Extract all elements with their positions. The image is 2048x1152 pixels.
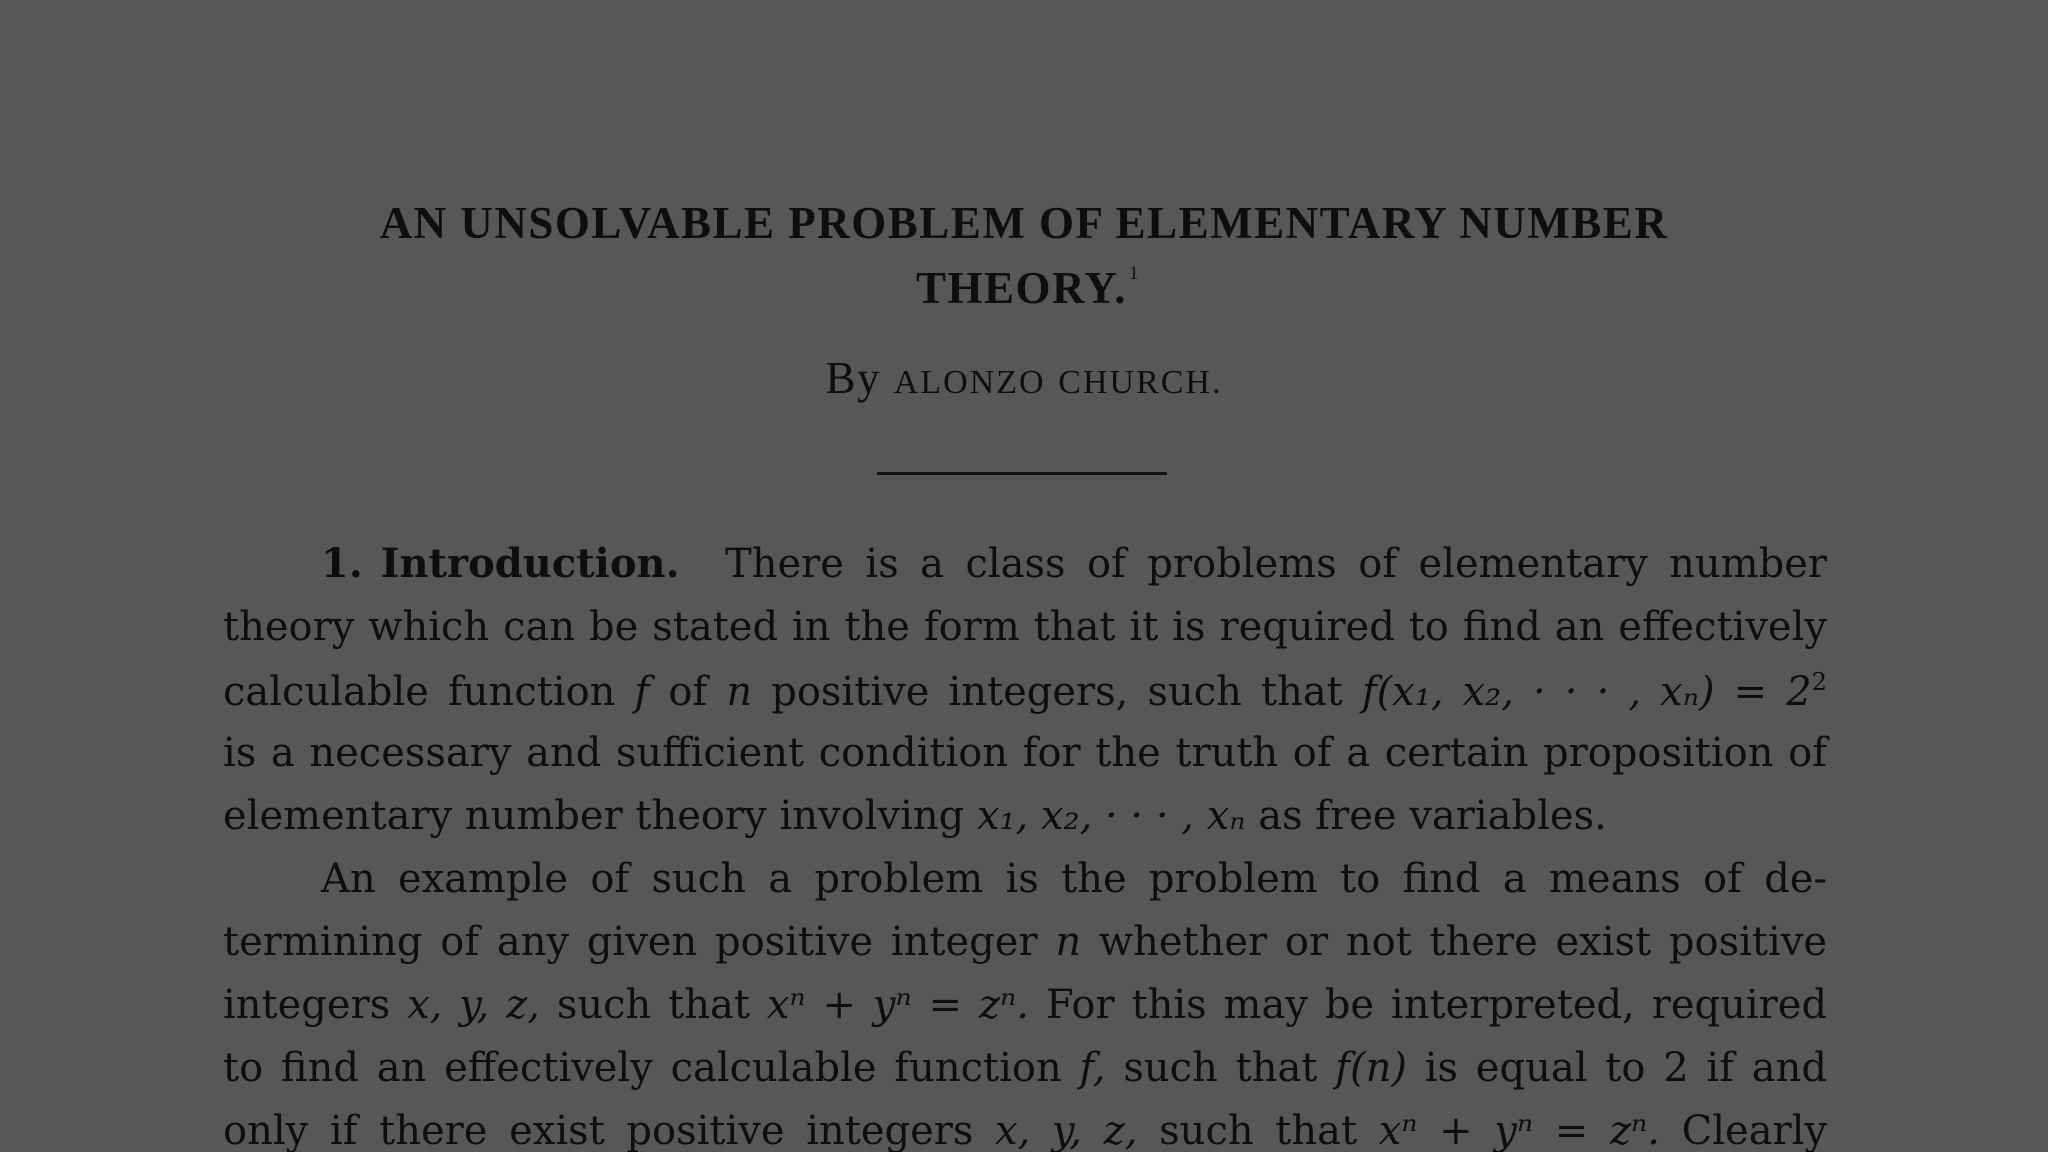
text-run: is a necessary and sufficient condition for the truth of a certain proposition of [223,730,1827,776]
paper-title [0,198,2048,248]
body-line [223,604,1827,650]
body-line [223,1108,1828,1152]
footnote-mark: 2 [1811,668,1827,696]
text-run: elementary number theory involving [223,793,965,839]
body-line [223,668,1827,715]
text-run: integers [223,982,391,1028]
body-line [223,1045,1828,1091]
author-byline [0,353,2048,403]
text-run: There is a class of problems of elementary number [725,541,1827,587]
text-run: calculable function [223,669,616,715]
text-run: termining of any given positive integer [223,919,1038,965]
math-symbol: n [726,669,753,715]
math-vars: x, y, z, [407,982,540,1028]
byline-prefix: By [825,353,882,403]
body-line [223,982,1828,1028]
body-line [223,730,1827,776]
math-symbol: n [1055,919,1082,965]
text-run: Clearly [1681,1108,1828,1152]
math-vars: x, y, z, [995,1108,1138,1152]
author-last-name: CHURCH. [1058,364,1223,401]
title-line-1: AN UNSOLVABLE PROBLEM OF ELEMENTARY NUMBER [379,198,1669,248]
title-divider [877,472,1167,475]
math-formula: xⁿ + yⁿ = zⁿ. [1378,1108,1660,1152]
text-run: to find an effectively calculable function [223,1045,1062,1091]
text-run: as free variables. [1258,793,1607,839]
text-run: such that [556,982,750,1028]
section-heading: Introduction. [380,540,680,587]
body-line [321,540,1827,587]
text-run: theory which can be stated in the form that it is required to find an effectively [223,604,1827,650]
text-run: such that [1159,1108,1358,1152]
paper-title-continued [0,264,2048,311]
text-run: is equal to 2 if and [1424,1045,1828,1091]
math-formula: f(n) [1335,1045,1407,1091]
text-run: positive integers, such that [771,669,1343,715]
section-number: 1. [321,540,363,587]
title-footnote-mark: 1 [1129,263,1141,284]
author-first-name: ALONZO [893,364,1046,401]
body-line [223,793,1827,839]
math-symbol: f, [1079,1045,1106,1091]
math-formula: xⁿ + yⁿ = zⁿ. [766,982,1029,1028]
text-run: An example of such a problem is the problem to find a means of de- [321,856,1827,902]
math-symbol: f [634,669,650,715]
body-line [223,919,1828,965]
math-formula: x₁, x₂, · · · , xₙ [976,793,1246,839]
text-run: of [668,669,708,715]
text-run: For this may be interpreted, required [1045,982,1828,1028]
text-run: only if there exist positive integers [223,1108,974,1152]
text-run: whether or not there exist positive [1098,919,1828,965]
math-formula: f(x₁, x₂, · · · , xₙ) = 2 [1361,669,1812,715]
text-run: such that [1123,1045,1318,1091]
title-line-2: THEORY. [915,263,1128,313]
body-line [321,856,1827,902]
